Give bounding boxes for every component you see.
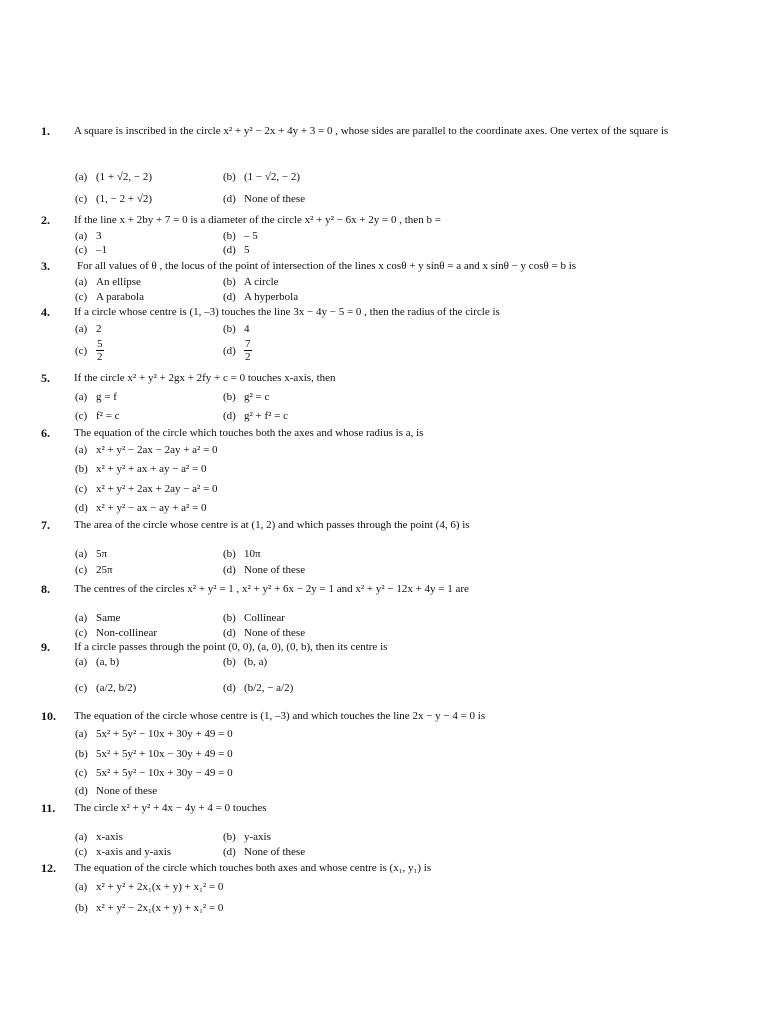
option-b: (b) 5x² + 5y² + 10x − 30y + 49 = 0 (75, 748, 233, 760)
option-d: (d) 5 (223, 244, 250, 256)
option-b: (b) 4 (223, 323, 250, 335)
option-b: (b) g² = c (223, 391, 270, 403)
option-a: (a) (a, b) (75, 656, 120, 668)
question-text: The centres of the circles x² + y² = 1 , x² + y² + 6x − 2y = 1 and x² + y² − 12x + 4y = 1 are (74, 583, 469, 595)
option-d: (d) $\frac{7}{2}$ (223, 338, 251, 363)
option-b: (b) Collinear (223, 612, 285, 624)
question-number: 3. (41, 259, 50, 273)
question-number: 4. (41, 305, 50, 319)
option-c: (c) Non-collinear (75, 627, 158, 639)
option-d: (d) None of these (223, 564, 306, 576)
option-a: (a) 2 (75, 323, 102, 335)
option-a: (a) (1 + √2, − 2) (75, 171, 153, 183)
option-b: (b) x² + y² − 2x₁(x + y) + x₁² = 0 (75, 902, 224, 914)
question-number: 1. (41, 124, 50, 138)
option-c: (c) x-axis and y-axis (75, 846, 172, 858)
option-d: (d) g² + f² = c (223, 410, 289, 422)
option-d: (d) None of these (223, 193, 306, 205)
option-c: (c) (1, − 2 + √2) (75, 193, 153, 205)
option-d: (d) None of these (223, 627, 306, 639)
option-c: (c) $\frac{5}{2}$ (75, 338, 103, 363)
option-d: (d) x² + y² − ax − ay + a² = 0 (75, 502, 207, 514)
option-c: (c) –1 (75, 244, 107, 256)
option-d: (d) None of these (75, 785, 158, 797)
question-number: 2. (41, 213, 50, 227)
question-text: The equation of the circle whose centre is (1, –3) and which touches the line 2x − y − 4 = 0 is (74, 710, 486, 722)
question-text: The area of the circle whose centre is at (1, 2) and which passes through the point (4, 6) is (74, 519, 470, 531)
option-a: (a) Same (75, 612, 121, 624)
option-c: (c) 5x² + 5y² − 10x + 30y − 49 = 0 (75, 767, 233, 779)
question-number: 6. (41, 426, 50, 440)
option-b: (b) – 5 (223, 230, 258, 242)
option-a: (a) g = f (75, 391, 117, 403)
question-text: If the circle x² + y² + 2gx + 2fy + c = 0 touches x-axis, then (74, 372, 336, 384)
option-b: (b) y-axis (223, 831, 271, 843)
option-a: (a) x-axis (75, 831, 123, 843)
question-text: The equation of the circle which touches both the axes and whose radius is a, is (74, 427, 424, 439)
question-text: A square is inscribed in the circle x² + y² − 2x + 4y + 3 = 0 , whose sides are parallel to the coordinate axes. One vertex of the square is (74, 125, 669, 137)
question-number: 8. (41, 582, 50, 596)
question-number: 11. (41, 801, 56, 815)
option-d: (d) A hyperbola (223, 291, 299, 303)
question-text: If a circle whose centre is (1, –3) touches the line 3x − 4y − 5 = 0 , then the radius of the circle is (74, 306, 500, 318)
option-a: (a) x² + y² − 2ax − 2ay + a² = 0 (75, 444, 218, 456)
option-a: (a) 5x² + 5y² − 10x + 30y + 49 = 0 (75, 728, 233, 740)
option-c: (c) A parabola (75, 291, 144, 303)
question-number: 7. (41, 518, 50, 532)
option-a: (a) 3 (75, 230, 102, 242)
option-c: (c) f² = c (75, 410, 120, 422)
question-number: 12. (41, 861, 56, 875)
question-number: 10. (41, 709, 56, 723)
option-d: (d) None of these (223, 846, 306, 858)
question-text: The circle x² + y² + 4x − 4y + 4 = 0 touches (74, 802, 267, 814)
question-text: If a circle passes through the point (0, 0), (a, 0), (0, b), then its centre is (74, 641, 388, 653)
option-a: (a) 5π (75, 548, 108, 560)
option-b: (b) (b, a) (223, 656, 268, 668)
question-text: For all values of θ , the locus of the point of intersection of the lines x cosθ + y sinθ = a and x sinθ − y cosθ = b is (77, 260, 577, 272)
option-c: (c) (a/2, b/2) (75, 682, 137, 694)
option-d: (d) (b/2, − a/2) (223, 682, 294, 694)
option-b: (b) x² + y² + ax + ay − a² = 0 (75, 463, 207, 475)
option-b: (b) A circle (223, 276, 279, 288)
question-text: The equation of the circle which touches both axes and whose centre is (x₁, y₁) is (74, 862, 432, 874)
option-c: (c) 25π (75, 564, 113, 576)
option-b: (b) 10π (223, 548, 261, 560)
option-b: (b) (1 − √2, − 2) (223, 171, 301, 183)
option-c: (c) x² + y² + 2ax + 2ay − a² = 0 (75, 483, 218, 495)
question-number: 5. (41, 371, 50, 385)
question-text: If the line x + 2by + 7 = 0 is a diameter of the circle x² + y² − 6x + 2y = 0 , then b = (74, 214, 441, 226)
option-a: (a) An ellipse (75, 276, 141, 288)
question-number: 9. (41, 640, 50, 654)
option-a: (a) x² + y² + 2x₁(x + y) + x₁² = 0 (75, 881, 224, 893)
